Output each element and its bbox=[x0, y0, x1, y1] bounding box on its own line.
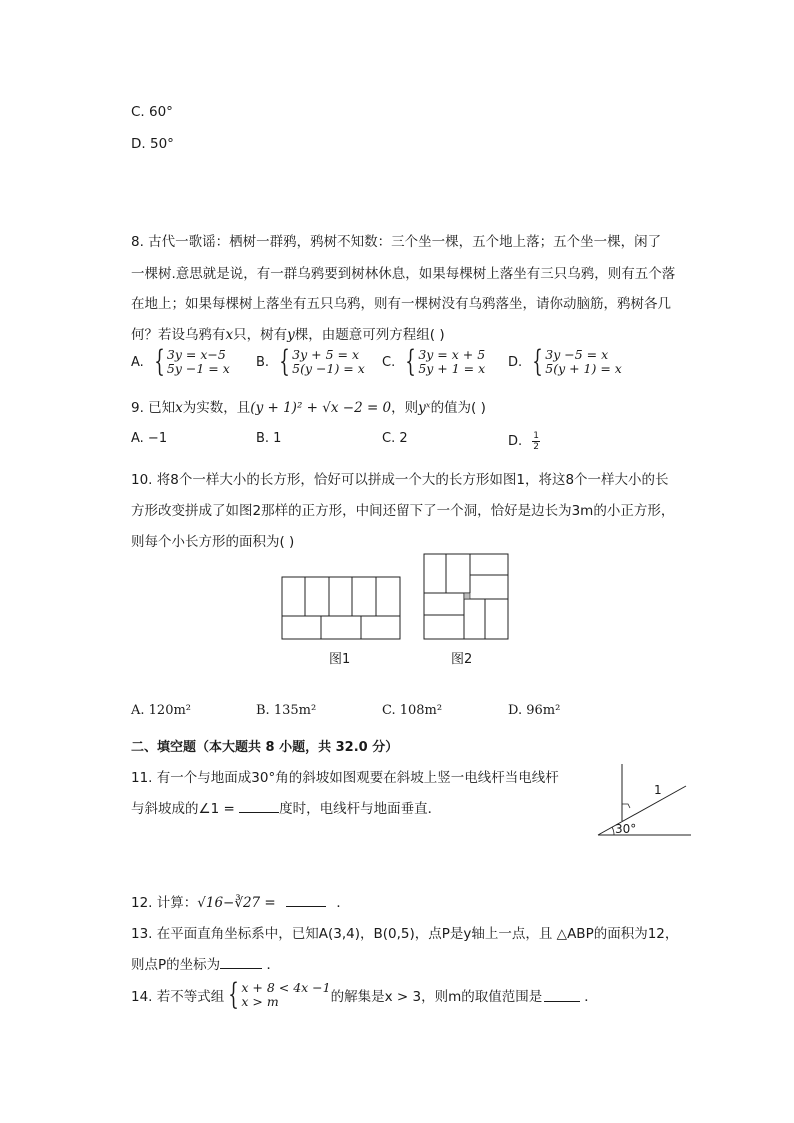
q8-option-c bbox=[382, 344, 486, 379]
answer-blank[interactable] bbox=[220, 956, 262, 969]
eq-row2: 5(y + 1) = x bbox=[545, 361, 622, 376]
q9-tail: ，则 bbox=[391, 400, 419, 416]
q12-stem bbox=[131, 891, 350, 911]
q11-line2 bbox=[131, 797, 441, 817]
option-letter: A. bbox=[131, 354, 144, 370]
q10-line2: 方形改变拼成了如图2那样的正方形，中间还留下了一个洞，恰好是边长为3m的小正方形， bbox=[131, 503, 675, 519]
q11-line2-b: 度时，电线杆与地面垂直． bbox=[279, 801, 442, 817]
q8-line2: 一棵树.意思就是说，有一群乌鸦要到树林休息，如果每棵树上落坐有三只乌鸦，则有五个落 bbox=[131, 266, 676, 282]
q14-prefix: 14. 若不等式组 bbox=[131, 989, 225, 1005]
brace-icon: { bbox=[532, 344, 543, 379]
q8-option-b bbox=[256, 344, 365, 379]
q9-option-c: C. 2 bbox=[382, 431, 408, 446]
q9-prefix: 9. 已知 bbox=[131, 400, 176, 416]
figure-1-label: 图1 bbox=[329, 652, 351, 667]
q9-stem bbox=[131, 396, 486, 416]
fraction-denominator: 2 bbox=[533, 442, 540, 452]
eq-row2: 5y + 1 = x bbox=[418, 361, 486, 376]
q10-option-a: A. 120m² bbox=[131, 703, 192, 718]
fraction-numerator: 1 bbox=[533, 431, 540, 441]
q9-var-x: x bbox=[175, 400, 183, 416]
eq-row2: 5y −1 = x bbox=[166, 361, 230, 376]
answer-blank[interactable] bbox=[286, 894, 326, 907]
option-letter: D. bbox=[508, 354, 523, 370]
brace-icon: { bbox=[154, 344, 165, 379]
q13-line1: 13. 在平面直角坐标系中，已知A(3,4)，B(0,5)，点P是y轴上一点，且 △ABP的面积为12， bbox=[131, 926, 679, 942]
q13-line2-b: ． bbox=[266, 957, 280, 973]
q9-option-d bbox=[508, 431, 540, 452]
eq-row1: 3y −5 = x bbox=[545, 347, 609, 362]
q9-option-a: A. −1 bbox=[131, 431, 168, 446]
q8-line4-a: 何？若设乌鸦有 bbox=[131, 327, 226, 343]
section-title: 二、填空题（本大题共 8 小题，共 32.0 分） bbox=[131, 740, 399, 755]
eq-row2: 5(y −1) = x bbox=[292, 361, 365, 376]
q8-option-d bbox=[508, 344, 622, 379]
angle-30-label: 30° bbox=[615, 822, 637, 836]
brace-icon: { bbox=[405, 344, 417, 379]
q8-line1: 8. 古代一歌谣：栖树一群鸦，鸦树不知数：三个坐一棵，五个地上落；五个坐一棵，闲了 bbox=[131, 234, 662, 250]
answer-blank[interactable] bbox=[239, 800, 279, 813]
q8-line4-c: 棵，由题意可列方程组( ) bbox=[294, 327, 445, 343]
figure-2-label: 图2 bbox=[451, 652, 473, 667]
eq-row1: 3y + 5 = x bbox=[292, 347, 360, 362]
ineq-row2: x > m bbox=[241, 994, 279, 1009]
q10-line3: 则每个小长方形的面积为( ) bbox=[131, 534, 295, 550]
q8-line4 bbox=[131, 323, 445, 343]
q9-mid: 为实数，且 bbox=[182, 400, 251, 416]
q12-end: ． bbox=[336, 895, 350, 911]
fraction bbox=[532, 431, 540, 452]
q12-prefix: 12. 计算： bbox=[131, 895, 198, 911]
q9-expression: (y + 1)² + √x −2 = 0 bbox=[250, 400, 392, 416]
brace-icon: { bbox=[228, 977, 240, 1012]
angle-1-label: 1 bbox=[654, 783, 662, 797]
figure-1-diagram bbox=[281, 576, 401, 640]
q9-end: 的值为( ) bbox=[430, 400, 486, 416]
q11-line2-a: 与斜坡成的∠1 = bbox=[131, 801, 235, 817]
q10-line1: 10. 将8个一样大小的长方形，恰好可以拼成一个大的长方形如图1，将这8个一样大小的长 bbox=[131, 472, 669, 488]
q14-end: ． bbox=[584, 989, 598, 1005]
option-letter: B. bbox=[256, 354, 270, 370]
q8-line3: 在地上；如果每棵树上落坐有五只乌鸦，则有一棵树没有乌鸦落坐，请你动脑筋，鸦树各几 bbox=[131, 296, 671, 312]
q10-option-d: D. 96m² bbox=[508, 703, 561, 718]
q13-line2 bbox=[131, 953, 280, 973]
option-c-prev: C. 60° bbox=[131, 104, 173, 120]
figure-2-diagram bbox=[423, 553, 509, 640]
q11-line1: 11. 有一个与地面成30°角的斜坡如图观要在斜坡上竖一电线杆当电线杆 bbox=[131, 770, 559, 786]
q8-var-x: x bbox=[225, 327, 234, 343]
q10-option-c: C. 108m² bbox=[382, 703, 443, 718]
brace-icon: { bbox=[279, 344, 290, 379]
answer-blank[interactable] bbox=[544, 989, 580, 1002]
eq-row1: 3y = x + 5 bbox=[418, 347, 486, 362]
q13-line2-a: 则点P的坐标为 bbox=[131, 957, 221, 973]
q8-var-y: y bbox=[287, 327, 295, 343]
ineq-row1: x + 8 < 4x −1 bbox=[241, 980, 331, 995]
option-letter: D. bbox=[508, 434, 523, 449]
eq-row1: 3y = x−5 bbox=[166, 347, 226, 362]
slope-diagram bbox=[594, 762, 694, 840]
q12-expression: √16−∛27 = bbox=[197, 895, 276, 911]
q9-yx: yˣ bbox=[418, 400, 431, 416]
q9-option-b: B. 1 bbox=[256, 431, 282, 446]
option-d-prev: D. 50° bbox=[131, 136, 174, 152]
q14-stem bbox=[131, 977, 598, 1012]
option-letter: C. bbox=[382, 354, 396, 370]
q8-option-a bbox=[131, 344, 230, 379]
q8-line4-b: 只，树有 bbox=[233, 327, 288, 343]
q10-option-b: B. 135m² bbox=[256, 703, 317, 718]
q14-mid: 的解集是x > 3，则m的取值范围是 bbox=[330, 989, 543, 1005]
